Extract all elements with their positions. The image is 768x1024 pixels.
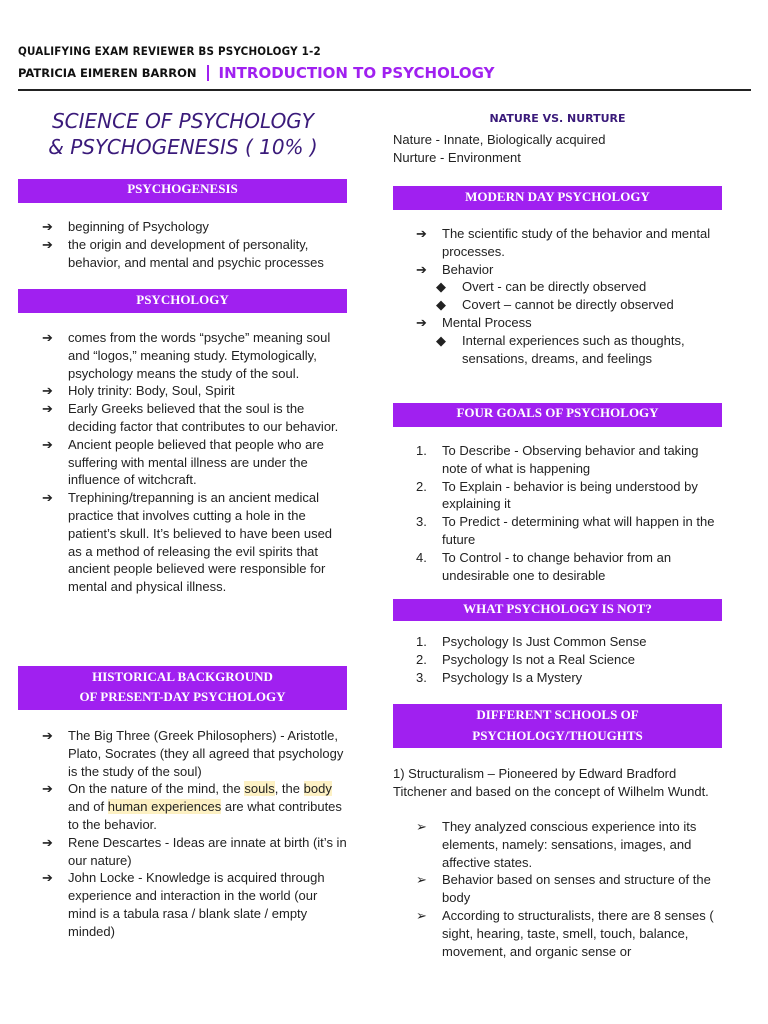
psychogenesis-list [42, 218, 348, 271]
list-item: ➔ Ancient people believed that people who are suffering with mental illness are under the influence of witchcraft. [42, 436, 324, 488]
triangle-arrow-icon: ➢ [416, 907, 427, 923]
list-subitem: ◆ Internal experiences such as thoughts, sensations, dreams, and feelings [436, 332, 685, 366]
list-item: ➢ They analyzed conscious experience into its elements, namely: sensations, images, and affective states. [416, 819, 697, 870]
number: 1. [416, 634, 427, 649]
goals-list [416, 442, 722, 584]
list-item: 4. To Control - to change behavior from an undesirable one to desirable [416, 549, 672, 583]
highlight: human experiences [107, 799, 222, 815]
arrow-icon: ➔ [42, 236, 53, 252]
diamond-icon: ◆ [436, 279, 446, 295]
title-line-1: SCIENCE OF PSYCHOLOGY [51, 109, 315, 133]
section-heading-psychogenesis [18, 179, 347, 203]
arrow-icon: ➔ [416, 314, 427, 330]
nurture-line: Nurture - Environment [393, 149, 521, 165]
section-heading-modern [393, 186, 722, 210]
list-item: 2. To Explain - behavior is being understood by explaining it [416, 478, 698, 512]
list-item: 3. To Predict - determining what will happen in the future [416, 514, 715, 547]
list-subitem: ◆ Covert – cannot be directly observed [436, 297, 674, 313]
list-item: 1. To Describe - Observing behavior and taking note of what is happening [416, 443, 699, 476]
list-subitem: ◆ Overt - can be directly observed [436, 279, 647, 295]
arrow-icon: ➔ [42, 781, 53, 797]
header-author-line [18, 64, 494, 82]
section-heading-historical [18, 666, 347, 710]
list-item: ➔ Mental Process [416, 314, 532, 330]
diamond-icon: ◆ [436, 332, 446, 348]
section-heading-schools [393, 704, 722, 748]
list-item: 1. Psychology Is Just Common Sense [416, 634, 647, 649]
list-item: 3. Psychology Is a Mystery [416, 669, 583, 685]
list-item: ➔ John Locke - Knowledge is acquired through experience and interaction in the world (our mind is a tabula rasa / blank slate / empty minded) [42, 870, 325, 939]
list-item: ➔ Early Greeks believed that the soul is the deciding factor that contributes to our behavior. [42, 401, 339, 434]
heading-text-line-2: PSYCHOLOGY/THOUGHTS [472, 728, 643, 743]
arrow-icon: ➔ [42, 330, 53, 345]
number: 4. [416, 549, 427, 565]
arrow-icon: ➔ [42, 436, 53, 452]
arrow-icon: ➔ [42, 219, 53, 234]
list-item: ➔ beginning of Psychology [42, 219, 209, 234]
list-item: ➢ Behavior based on senses and structure of the body [416, 872, 711, 906]
highlight: souls [244, 781, 275, 797]
nature-nurture-text [393, 131, 733, 167]
triangle-arrow-icon: ➢ [416, 872, 427, 888]
nature-line: Nature - Innate, Biologically acquired [393, 132, 606, 147]
number: 3. [416, 514, 427, 530]
psychology-list [42, 329, 348, 596]
section-heading-goals [393, 403, 722, 427]
heading-text: MODERN DAY PSYCHOLOGY [465, 189, 650, 204]
historical-list [42, 727, 348, 941]
arrow-icon: ➔ [42, 728, 53, 743]
structuralism-intro: 1) Structuralism – Pioneered by Edward Bradford Titchener and based on the concept of Wilhelm Wundt. [393, 766, 709, 799]
list-item: ➔ Holy trinity: Body, Soul, Spirit [42, 383, 235, 399]
list-item: ➔ Trephining/trepanning is an ancient medical practice that involves cutting a hole in the patient’s skull. It’s believed to have been used as a method of releasing the evil spirits that ancient people believed were responsible for mental and physical illness. [42, 490, 333, 595]
list-item: ➔ The Big Three (Greek Philosophers) - Aristotle, Plato, Socrates (they all agreed that psychology is the study of the soul) [42, 728, 344, 779]
structuralism-list [416, 818, 722, 960]
arrow-icon: ➔ [42, 383, 53, 399]
list-item: ➔ The scientific study of the behavior and mental processes. [416, 226, 711, 259]
list-item: ➢ According to structuralists, there are 8 senses ( sight, hearing, taste, smell, touch, balance, movement, and organic sense or [416, 907, 714, 959]
list-item: ➔ On the nature of the mind, the souls, the body and of human experiences are what contributes to the behavior. [42, 781, 342, 832]
list-item: ➔ Behavior [416, 261, 494, 277]
heading-text-line-1: HISTORICAL BACKGROUND [92, 669, 273, 684]
list-item: ➔ comes from the words “psyche” meaning soul and “logos,” meaning study. Etymologically, psychology means the study of the soul. [42, 330, 331, 381]
diamond-icon: ◆ [436, 297, 446, 313]
arrow-icon: ➔ [42, 834, 53, 850]
header-rule [18, 89, 751, 91]
arrow-icon: ➔ [42, 870, 53, 886]
arrow-icon: ➔ [416, 261, 427, 277]
heading-text: WHAT PSYCHOLOGY IS NOT? [463, 601, 652, 616]
arrow-icon: ➔ [416, 226, 427, 241]
section-heading-not [393, 599, 722, 621]
list-item: ➔ the origin and development of personality, behavior, and mental and psychic processes [42, 236, 324, 270]
heading-text: PSYCHOLOGY [136, 292, 229, 307]
list-item: ➔ Rene Descartes - Ideas are innate at birth (it’s in our nature) [42, 834, 347, 868]
heading-text: PSYCHOGENESIS [127, 181, 238, 196]
list-item: 2. Psychology Is not a Real Science [416, 651, 635, 667]
divider [207, 65, 209, 81]
heading-text: FOUR GOALS OF PSYCHOLOGY [456, 405, 659, 420]
page-title [18, 108, 348, 160]
arrow-icon: ➔ [42, 401, 53, 417]
heading-text-line-2: OF PRESENT-DAY PSYCHOLOGY [79, 689, 286, 704]
arrow-icon: ➔ [42, 490, 53, 506]
triangle-arrow-icon: ➢ [416, 819, 427, 834]
subject-title: INTRODUCTION TO PSYCHOLOGY [218, 64, 495, 82]
header-line: QUALIFYING EXAM REVIEWER BS PSYCHOLOGY 1-2 [18, 44, 321, 58]
author-name: PATRICIA EIMEREN BARRON [18, 66, 197, 80]
number: 3. [416, 669, 427, 685]
nature-nurture-heading: NATURE VS. NURTURE [489, 112, 626, 125]
section-heading-psychology [18, 289, 347, 313]
highlight: body [303, 781, 332, 797]
number: 2. [416, 478, 427, 494]
number: 1. [416, 443, 427, 458]
heading-text-line-1: DIFFERENT SCHOOLS OF [476, 707, 639, 722]
modern-list [416, 225, 722, 367]
not-list [416, 633, 722, 686]
number: 2. [416, 651, 427, 667]
title-line-2: & PSYCHOGENESIS ( 10% ) [48, 135, 318, 159]
